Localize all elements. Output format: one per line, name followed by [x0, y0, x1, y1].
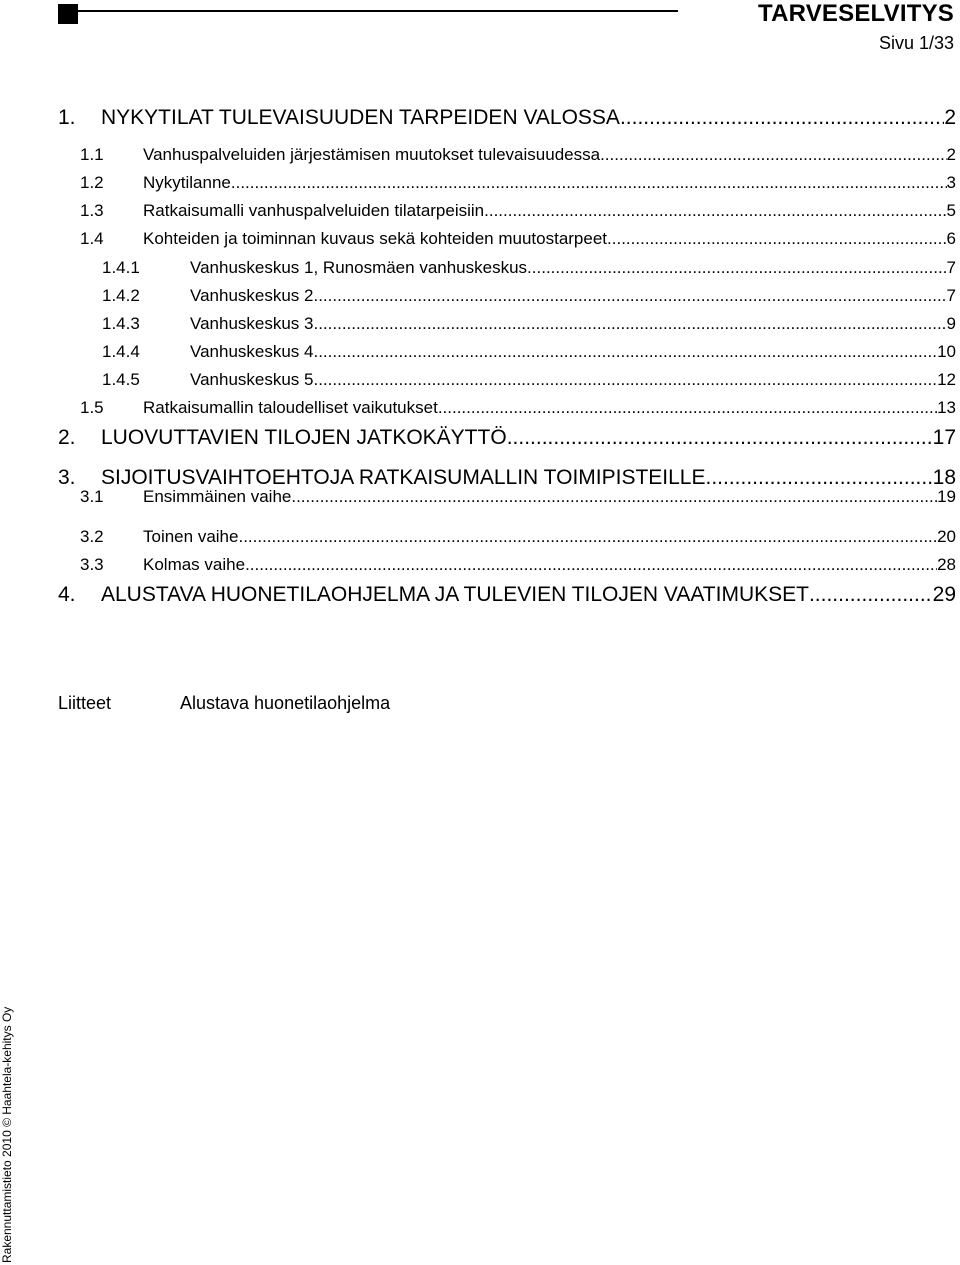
toc-entry-number: 1.2 — [80, 173, 104, 192]
toc-dot-leader — [313, 370, 937, 390]
toc-entry[interactable] — [102, 286, 956, 310]
toc-entry-title: Vanhuskeskus 4 — [190, 342, 314, 361]
toc-entry-number: 1.4.3 — [102, 314, 140, 333]
toc-dot-leader — [809, 583, 933, 607]
toc-entry-title: ALUSTAVA HUONETILAOHJELMA JA TULEVIEN TILOJEN VAATIMUKSET — [101, 583, 809, 606]
toc-entry-page: 13 — [937, 398, 956, 417]
toc-entry-page: 18 — [932, 466, 956, 489]
toc-entry-page: 10 — [937, 342, 956, 361]
toc-entry-page: 7 — [946, 258, 956, 277]
toc-entry-page: 19 — [937, 487, 956, 506]
toc-entry-page: 2 — [944, 106, 956, 129]
toc-entry-number: 1.4.5 — [102, 370, 140, 389]
toc-entry-title: NYKYTILAT TULEVAISUUDEN TARPEIDEN VALOSSA — [101, 106, 620, 129]
toc-entry-page: 28 — [937, 555, 956, 574]
toc-entry[interactable] — [80, 201, 956, 225]
toc-dot-leader — [507, 426, 933, 450]
toc-entry[interactable] — [102, 370, 956, 394]
header-square-mark — [58, 4, 78, 24]
toc-entry-number: 1.1 — [80, 145, 104, 164]
toc-entry-title: Ratkaisumalli vanhuspalveluiden tilatarpeisiin — [143, 201, 485, 220]
toc-entry[interactable] — [80, 173, 956, 197]
toc-entry[interactable] — [80, 398, 956, 422]
toc-entry-page: 17 — [932, 426, 956, 449]
toc-entry-title: Ensimmäinen vaihe — [143, 487, 292, 506]
toc-entry-title: Vanhuskeskus 5 — [190, 370, 314, 389]
toc-dot-leader — [238, 527, 937, 547]
toc-entry-page: 20 — [937, 527, 956, 546]
toc-entry[interactable] — [80, 487, 956, 511]
toc-entry-number: 1. — [58, 106, 76, 129]
toc-entry-number: 4. — [58, 583, 76, 606]
toc-entry-number: 1.4.2 — [102, 286, 140, 305]
toc-entry-page: 2 — [946, 145, 956, 164]
toc-entry-title: Vanhuskeskus 2 — [190, 286, 314, 305]
toc-dot-leader — [438, 398, 937, 418]
toc-entry[interactable] — [80, 145, 956, 169]
toc-entry-page: 5 — [946, 201, 956, 220]
toc-entry-title: Nykytilanne — [143, 173, 231, 192]
appendix-line — [58, 693, 390, 714]
toc-dot-leader — [607, 229, 947, 249]
toc-dot-leader — [313, 314, 946, 334]
toc-entry-number: 2. — [58, 426, 76, 449]
toc-entry[interactable] — [80, 229, 956, 253]
toc-entry-number: 1.5 — [80, 398, 104, 417]
toc-entry-page: 9 — [946, 314, 956, 333]
toc-entry-title: SIJOITUSVAIHTOEHTOJA RATKAISUMALLIN TOIMIPISTEILLE — [101, 466, 706, 489]
toc-entry-number: 1.4.4 — [102, 342, 140, 361]
document-title: TARVESELVITYS — [758, 0, 954, 27]
toc-entry-title: LUOVUTTAVIEN TILOJEN JATKOKÄYTTÖ — [101, 426, 507, 449]
toc-entry[interactable] — [58, 583, 956, 611]
toc-entry-page: 3 — [946, 173, 956, 192]
toc-entry-page: 29 — [932, 583, 956, 606]
toc-entry-number: 1.4.1 — [102, 258, 140, 277]
page-number: Sivu 1/33 — [878, 33, 954, 53]
toc-entry-title: Vanhuskeskus 1, Runosmäen vanhuskeskus — [190, 258, 528, 277]
header-rule — [78, 10, 678, 12]
toc-dot-leader — [600, 145, 946, 165]
toc-entry-title: Ratkaisumallin taloudelliset vaikutukset — [143, 398, 438, 417]
toc-entry-number: 3.3 — [80, 555, 104, 574]
toc-entry-title: Toinen vaihe — [143, 527, 239, 546]
toc-entry[interactable] — [58, 426, 956, 454]
toc-entry-title: Kolmas vaihe — [143, 555, 246, 574]
toc-entry[interactable] — [80, 527, 956, 551]
toc-entry-title: Kohteiden ja toiminnan kuvaus sekä kohteiden muutostarpeet — [143, 229, 608, 248]
toc-entry-number: 1.4 — [80, 229, 104, 248]
toc-entry-title: Vanhuskeskus 3 — [190, 314, 314, 333]
toc-dot-leader — [313, 286, 946, 306]
toc-entry-number: 3.2 — [80, 527, 104, 546]
toc-entry[interactable] — [102, 258, 956, 282]
toc-dot-leader — [484, 201, 946, 221]
toc-dot-leader — [527, 258, 946, 278]
toc-entry-page: 12 — [937, 370, 956, 389]
vertical-copyright: Rakennuttamistieto 2010 © Haahtela-kehitys Oy — [0, 1006, 14, 1263]
toc-entry-page: 6 — [946, 229, 956, 248]
toc-entry-number: 3.1 — [80, 487, 104, 506]
toc-dot-leader — [620, 106, 944, 130]
toc-entry-number: 1.3 — [80, 201, 104, 220]
toc-entry-page: 7 — [946, 286, 956, 305]
toc-entry[interactable] — [80, 555, 956, 579]
toc-entry[interactable] — [102, 342, 956, 366]
toc-dot-leader — [231, 173, 947, 193]
toc-entry[interactable] — [102, 314, 956, 338]
appendix-label: Liitteet — [58, 693, 112, 713]
toc-entry[interactable] — [58, 106, 956, 134]
toc-dot-leader — [313, 342, 937, 362]
appendix-value: Alustava huonetilaohjelma — [180, 693, 391, 713]
toc-entry-number: 3. — [58, 466, 76, 489]
toc-dot-leader — [291, 487, 937, 507]
toc-entry-title: Vanhuspalveluiden järjestämisen muutokset tulevaisuudessa — [143, 145, 601, 164]
toc-dot-leader — [245, 555, 937, 575]
